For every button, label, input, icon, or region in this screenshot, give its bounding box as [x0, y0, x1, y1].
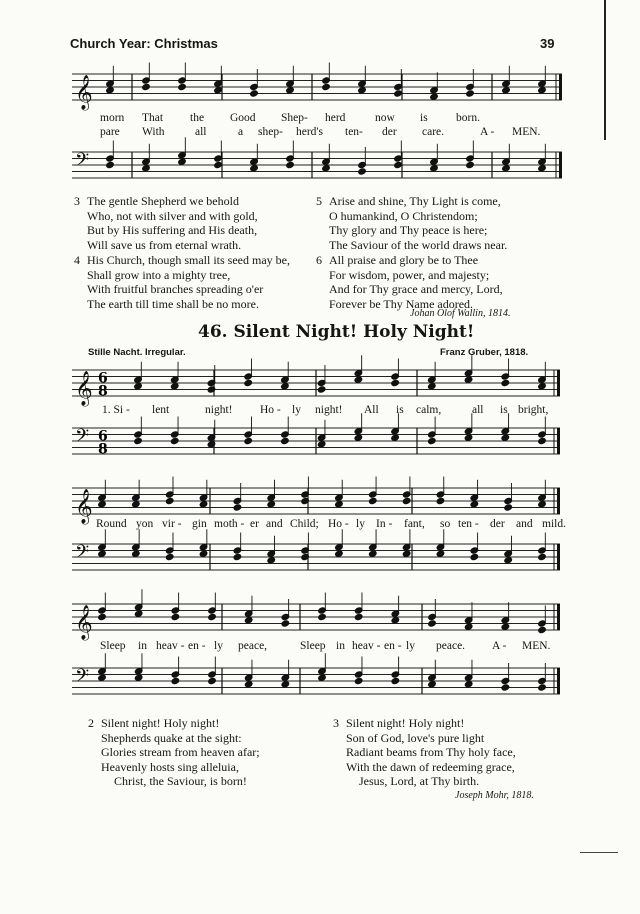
system-1-lyrics [100, 404, 560, 420]
note-head [170, 437, 179, 444]
prev-hymn-lyrics-line-2 [100, 126, 550, 140]
note-head [322, 83, 331, 90]
lyric: In - [376, 518, 393, 530]
system-3-lyrics [100, 640, 560, 656]
tune-name: Stille Nacht. Irregular. [88, 347, 186, 358]
note-head [436, 497, 445, 504]
note-head [132, 501, 141, 508]
lyric: peace. [436, 640, 466, 652]
note-head [428, 383, 437, 390]
bass-clef-icon: 𝄢 [75, 425, 90, 451]
lyric: en - [188, 640, 206, 652]
note-head [538, 87, 547, 94]
note-head [208, 677, 217, 684]
lyric: der [382, 126, 397, 138]
time-signature-top: 6 [98, 428, 108, 445]
lyric: A - [492, 640, 507, 652]
note-head [281, 681, 290, 688]
lyric: ten- [345, 126, 363, 138]
lyric: ly [214, 640, 223, 652]
note-head [318, 613, 327, 620]
note-head [98, 613, 107, 620]
note-head [430, 93, 439, 100]
note-head [233, 504, 242, 511]
note-head [391, 617, 400, 624]
final-bar-thick [557, 544, 560, 570]
lyric: a [238, 126, 244, 138]
note-head [504, 557, 513, 564]
note-head [464, 434, 473, 441]
system-1-bass-staff [72, 424, 560, 462]
note-head [318, 674, 327, 681]
note-head [466, 90, 475, 97]
note-head [199, 550, 208, 557]
lyric: gin [192, 518, 207, 530]
note-head [233, 553, 242, 560]
lyric: heav - [156, 640, 185, 652]
lyric: moth - [214, 518, 245, 530]
lyric: fant, [404, 518, 425, 530]
lyric: and [516, 518, 533, 530]
lyric: en - [384, 640, 402, 652]
prev-hymn-lyrics-line-1 [100, 112, 500, 126]
hymn-number: 46. [198, 322, 228, 342]
note-head [214, 87, 223, 94]
prev-hymn-verse-5: 5 Arise and shine, Thy Light is come, O humankind, O Christendom; Thy glory and Thy peace is here; The Saviour of the world draws near. [316, 194, 508, 252]
system-2-treble-staff [72, 484, 560, 522]
note-head [250, 165, 259, 172]
final-bar-thick [559, 152, 562, 178]
note-head [538, 383, 547, 390]
lyric: in [336, 640, 345, 652]
note-head [106, 87, 115, 94]
note-head [250, 90, 259, 97]
note-head [267, 501, 276, 508]
hymn-verse-2: 2 Silent night! Holy night! Shepherds quake at the sight: Glories stream from heaven afar; Heavenly hosts sing alleluia, Christ, the Saviour, is born! [88, 716, 260, 789]
note-head [165, 497, 174, 504]
page-number: 39 [540, 36, 555, 51]
note-head [368, 497, 377, 504]
note-head [464, 623, 473, 630]
note-head [214, 161, 223, 168]
note-head [178, 83, 187, 90]
lyric: and [266, 518, 283, 530]
note-head [244, 617, 253, 624]
final-bar-thick [557, 428, 560, 454]
note-head [368, 550, 377, 557]
note-head [98, 501, 107, 508]
lyric: With [142, 126, 165, 138]
note-head [501, 684, 510, 691]
lyric: MEN. [522, 640, 551, 652]
lyric: bright, [518, 404, 549, 416]
note-head [402, 497, 411, 504]
prev-hymn-author: Johan Olof Wallin, 1814. [410, 308, 511, 319]
note-head [317, 441, 326, 448]
note-head [470, 553, 479, 560]
note-head [165, 553, 174, 560]
note-head [538, 437, 547, 444]
note-head [244, 379, 253, 386]
system-2-lyrics [96, 518, 566, 534]
lyric: 1. Si - [102, 404, 130, 416]
lyric: Sleep [300, 640, 326, 652]
note-head [538, 501, 547, 508]
note-head [98, 674, 107, 681]
hymn-title [198, 322, 474, 342]
bottom-rule [580, 852, 618, 853]
note-head [428, 437, 437, 444]
note-head [428, 681, 437, 688]
lyric: calm, [416, 404, 442, 416]
note-head [502, 165, 511, 172]
prev-hymn-treble-staff [72, 66, 562, 108]
lyric: ly [356, 518, 365, 530]
lyric: all [195, 126, 207, 138]
lyric: vir - [162, 518, 182, 530]
treble-clef-icon: 𝄞 [75, 604, 93, 640]
lyric: ten - [458, 518, 479, 530]
note-head [504, 504, 513, 511]
lyric: is [420, 112, 428, 124]
lyric: mild. [542, 518, 566, 530]
note-head [391, 434, 400, 441]
system-3-bass-staff [72, 664, 560, 702]
bass-clef-icon: 𝄢 [75, 665, 90, 691]
note-head [199, 501, 208, 508]
note-head [538, 165, 547, 172]
note-head [281, 383, 290, 390]
note-head [402, 550, 411, 557]
note-head [281, 620, 290, 627]
hymn-title-text: Silent Night! Holy Night! [233, 322, 475, 342]
final-bar-thick [557, 604, 560, 630]
note-head [335, 501, 344, 508]
note-head [501, 434, 510, 441]
note-head [354, 376, 363, 383]
note-head [501, 623, 510, 630]
lyric: so [440, 518, 451, 530]
final-bar-thick [559, 74, 562, 100]
note-head [170, 383, 179, 390]
lyric: A - [480, 126, 495, 138]
time-signature-bottom: 8 [98, 383, 108, 400]
prev-hymn-bass-staff [72, 146, 562, 188]
note-head [428, 620, 437, 627]
note-head [501, 379, 510, 386]
note-head [286, 87, 295, 94]
system-2-bass-staff [72, 540, 560, 578]
lyric: All [364, 404, 379, 416]
note-head [286, 161, 295, 168]
prev-hymn-verse-6: 6 All praise and glory be to Thee For wisdom, power, and majesty; And for Thy grace and mercy, Lord, Forever be Thy Name adored. [316, 253, 503, 311]
note-head [98, 550, 107, 557]
note-head [171, 613, 180, 620]
note-head [354, 677, 363, 684]
lyric: Sleep [100, 640, 126, 652]
treble-clef-icon: 𝄞 [75, 74, 93, 110]
note-head [134, 674, 143, 681]
lyric: der [490, 518, 505, 530]
note-head [394, 90, 403, 97]
bass-clef-icon: 𝄢 [75, 149, 90, 175]
note-head [134, 610, 143, 617]
lyric: now [375, 112, 395, 124]
lyric: Ho - [328, 518, 349, 530]
note-head [354, 613, 363, 620]
lyric: heav - [352, 640, 381, 652]
note-head [317, 386, 326, 393]
lyric: peace, [238, 640, 268, 652]
lyric: herd [325, 112, 346, 124]
lyric: lent [152, 404, 170, 416]
note-head [106, 161, 115, 168]
lyric: ly [292, 404, 301, 416]
note-head [178, 158, 187, 165]
prev-hymn-verse-4: 4 His Church, though small its seed may be, Shall grow into a mighty tree, With fruitful branches spreading o'er The earth till time shall be no more. [74, 253, 290, 311]
note-head [430, 165, 439, 172]
time-signature-top: 6 [98, 370, 108, 387]
note-head [470, 501, 479, 508]
note-head [134, 383, 143, 390]
lyric: the [190, 112, 205, 124]
lyric: morn [100, 112, 125, 124]
lyric: Ho - [260, 404, 281, 416]
note-head [391, 677, 400, 684]
lyric: Shep- [281, 112, 308, 124]
lyric: shep- [258, 126, 283, 138]
final-bar-thick [557, 668, 560, 694]
lyric: night! [205, 404, 233, 416]
final-bar-thick [557, 488, 560, 514]
lyric: ly [406, 640, 415, 652]
note-head [358, 87, 367, 94]
prev-hymn-verse-3: 3 The gentle Shepherd we behold Who, not with silver and with gold, But by His suffering and His death, Will save us from eternal wrath. [74, 194, 258, 252]
lyric: all [472, 404, 484, 416]
lyric: yon [136, 518, 154, 530]
note-head [538, 684, 547, 691]
hymn-verse-3: 3 Silent night! Holy night! Son of God, love's pure light Radiant beams from Thy holy face, With the dawn of redeeming grace, Jesus, Lord, at Thy birth. [333, 716, 516, 789]
section-header: Church Year: Christmas [70, 36, 218, 51]
lyric: herd's [296, 126, 323, 138]
page-edge-line [604, 0, 606, 140]
note-head [394, 161, 403, 168]
system-3-treble-staff [72, 600, 560, 638]
note-head [464, 376, 473, 383]
lyric: Good [230, 112, 256, 124]
note-head [335, 550, 344, 557]
note-head [208, 613, 217, 620]
hymn-author: Joseph Mohr, 1818. [455, 790, 534, 801]
note-head [538, 553, 547, 560]
note-head [142, 83, 151, 90]
note-head [538, 626, 547, 633]
note-head [354, 434, 363, 441]
treble-clef-icon: 𝄞 [75, 370, 93, 406]
lyric: night! [315, 404, 343, 416]
note-head [171, 677, 180, 684]
lyric: is [500, 404, 508, 416]
lyric: Child; [290, 518, 319, 530]
note-head [142, 165, 151, 172]
lyric: is [396, 404, 404, 416]
time-signature-bottom: 8 [98, 441, 108, 458]
note-head [391, 379, 400, 386]
lyric: MEN. [512, 126, 541, 138]
note-head [134, 437, 143, 444]
treble-clef-icon: 𝄞 [75, 488, 93, 524]
lyric: That [142, 112, 164, 124]
note-head [464, 681, 473, 688]
note-head [358, 168, 367, 175]
note-head [502, 87, 511, 94]
note-head [244, 437, 253, 444]
lyric: born. [456, 112, 480, 124]
note-head [132, 550, 141, 557]
lyric: pare [100, 126, 120, 138]
note-head [436, 550, 445, 557]
note-head [322, 165, 331, 172]
note-head [281, 437, 290, 444]
note-head [267, 557, 276, 564]
note-head [466, 161, 475, 168]
final-bar-thick [557, 370, 560, 396]
lyric: care. [422, 126, 445, 138]
lyric: Round [96, 518, 127, 530]
lyric: er [250, 518, 259, 530]
composer: Franz Gruber, 1818. [440, 347, 529, 358]
bass-clef-icon: 𝄢 [75, 541, 90, 567]
note-head [244, 681, 253, 688]
system-1-treble-staff [72, 366, 560, 404]
lyric: in [138, 640, 147, 652]
